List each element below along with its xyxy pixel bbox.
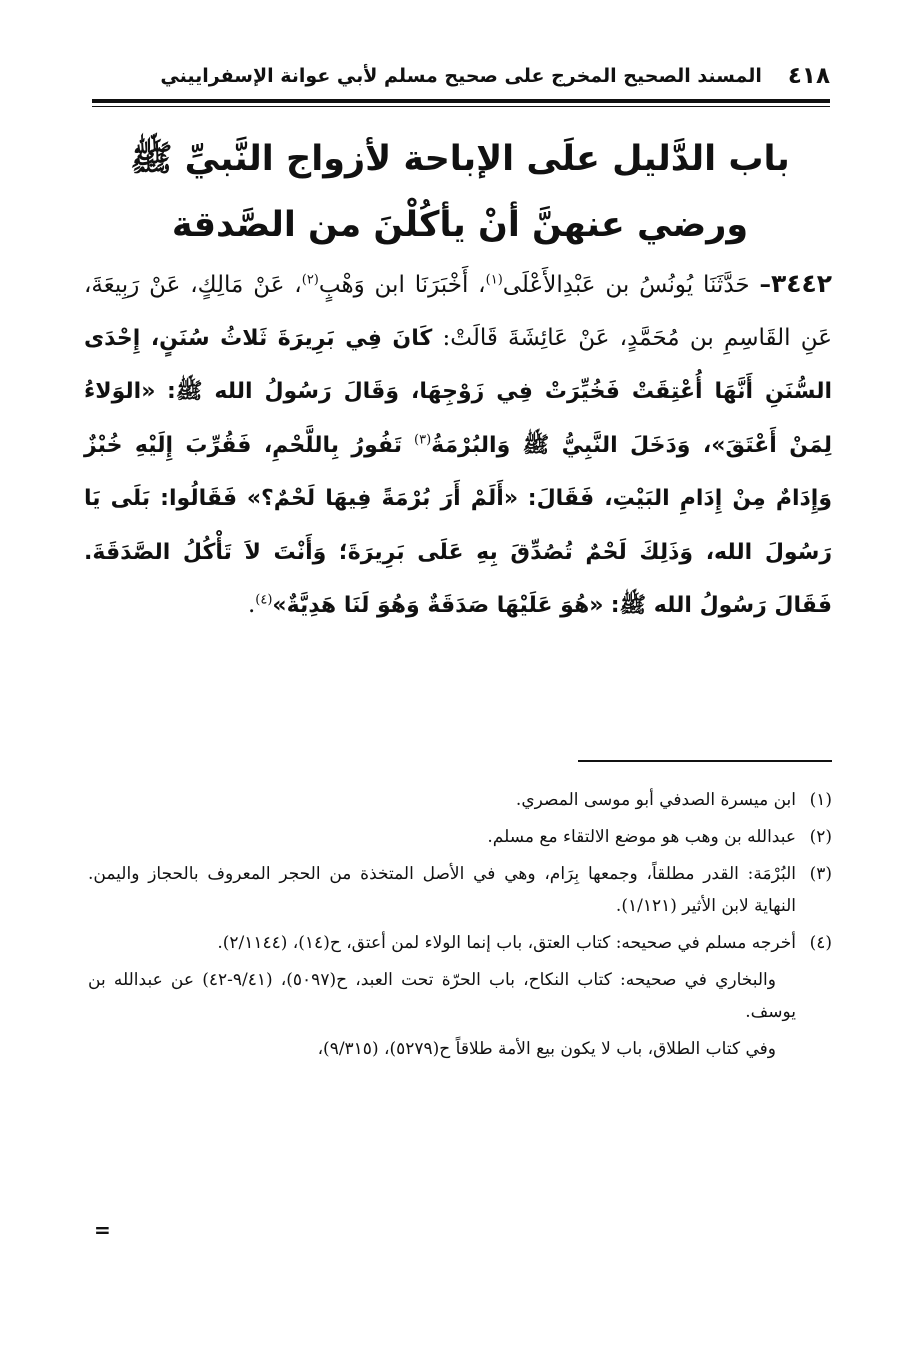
hadith-dash: – <box>759 271 771 298</box>
continued-mark: = <box>94 1218 111 1242</box>
hadith-number: ٣٤٤٢ <box>770 269 833 298</box>
footnote-ref-2: (٢) <box>301 272 319 288</box>
footnote-ref-1: (١) <box>485 272 503 288</box>
isnad-segment-2: ، أَخْبَرَنَا ابن وَهْبٍ <box>318 272 486 298</box>
running-header <box>92 58 830 94</box>
footnote-number: (٣) <box>809 864 832 884</box>
chapter-title: باب الدَّليل علَى الإباحة لأزواج النَّبيِّ ﷺ ورضي عنهنَّ أنْ يأكُلْنَ من الصَّدقة <box>130 139 790 245</box>
footnote-text: ابن ميسرة الصدفي أبو موسى المصري. <box>515 790 796 810</box>
prophetic-quote-2: «أَلَمْ أَرَ بُرْمَةً فِيهَا لَحْمٌ؟» <box>246 486 519 511</box>
prophetic-quote-3: «هُوَ عَلَيْهَا صَدَقَةٌ وَهُوَ لَنَا هَدِيَّةٌ» <box>272 593 604 618</box>
footnote-text: أخرجه مسلم في صحيحه: كتاب العتق، باب إنما الولاء لمن أعتق، ح(١٤)، (٢/١١٤٤). <box>217 933 796 953</box>
hadith-text <box>84 258 832 633</box>
footnote-ref-3: (٣) <box>414 431 432 447</box>
footnote-number: (٢) <box>809 827 832 847</box>
matn-segment-1: كَانَ فِي بَرِيرَةَ ثَلاثُ سُنَنٍ، إِحْدَى السُّنَنِ أَنَّهَا أُعْتِقَتْ فَخُيِّرَتْ فِي زَوْجِهَا، وَقَالَ رَسُولُ الله ﷺ: <box>84 325 832 404</box>
footnote-1 <box>88 784 832 816</box>
footnote-4-continuation-2: وفي كتاب الطلاق، باب لا يكون بيع الأمة طلاقاً ح(٥٢٧٩)، (٩/٣١٥)، <box>317 1039 776 1059</box>
footnote-number: (٤) <box>809 933 832 953</box>
footnote-text: عبدالله بن وهب هو موضع الالتقاء مع مسلم. <box>487 827 796 847</box>
running-title: المسند الصحيح المخرج على صحيح مسلم لأبي عوانة الإسفراييني <box>160 65 762 87</box>
header-rule-thin <box>92 106 830 107</box>
header-rule-thick <box>92 99 830 103</box>
footnote-text: البُرْمَة: القدر مطلقاً، وجمعها بِرَام، وهي في الأصل المتخذة من الحجر المعروف بالحجاز واليمن. النهاية لابن الأثير (١/١٢١). <box>88 864 796 916</box>
matn-segment-4: فَقَالُوا: بَلَى يَا رَسُولَ الله، وَذَلِكَ لَحْمٌ تُصُدِّقَ بِهِ عَلَى بَرِيرَةَ؛ وَأَنْتَ لاَ تَأْكُلُ الصَّدَقَةَ. فَقَالَ رَسُولُ الله ﷺ: <box>84 486 832 618</box>
footnote-4-continuation-1: والبخاري في صحيحه: كتاب النكاح، باب الحرّة تحت العبد، ح(٥٠٩٧)، (٩/٤١-٤٢) عن عبدالله بن يوسف. <box>88 970 796 1022</box>
prophetic-quote-1: «الوَلاءُ لِمَنْ أَعْتَقَ» <box>84 379 832 458</box>
footnote-number: (١) <box>809 790 832 810</box>
matn-segment-3: تَفُورُ بِاللَّحْمِ، فَقُرِّبَ إِلَيْهِ خُبْزٌ وَإِدَامٌ مِنْ إِدَامِ البَيْتِ، فَقَالَ: <box>84 432 832 511</box>
footnotes <box>88 784 832 1070</box>
footnote-4 <box>88 927 832 959</box>
footnote-separator <box>578 760 832 762</box>
footnote-3 <box>88 858 832 922</box>
footnote-ref-4: (٤) <box>255 592 273 608</box>
footnote-2 <box>88 821 832 853</box>
isnad-segment-3: ، عَنْ مَالِكٍ، عَنْ رَبِيعَةَ، عَنِ القَاسِمِ بن مُحَمَّدٍ، عَنْ عَائِشَةَ قَالَتْ: <box>84 272 833 351</box>
page-number: ٤١٨ <box>787 63 830 89</box>
isnad-segment-1: حَدَّثَنَا يُونُسُ بن عَبْدِالأَعْلَى <box>502 272 750 298</box>
matn-segment-2: ، وَدَخَلَ النَّبِيُّ ﷺ وَالبُرْمَةُ <box>431 432 712 458</box>
hadith-end: . <box>247 592 256 618</box>
